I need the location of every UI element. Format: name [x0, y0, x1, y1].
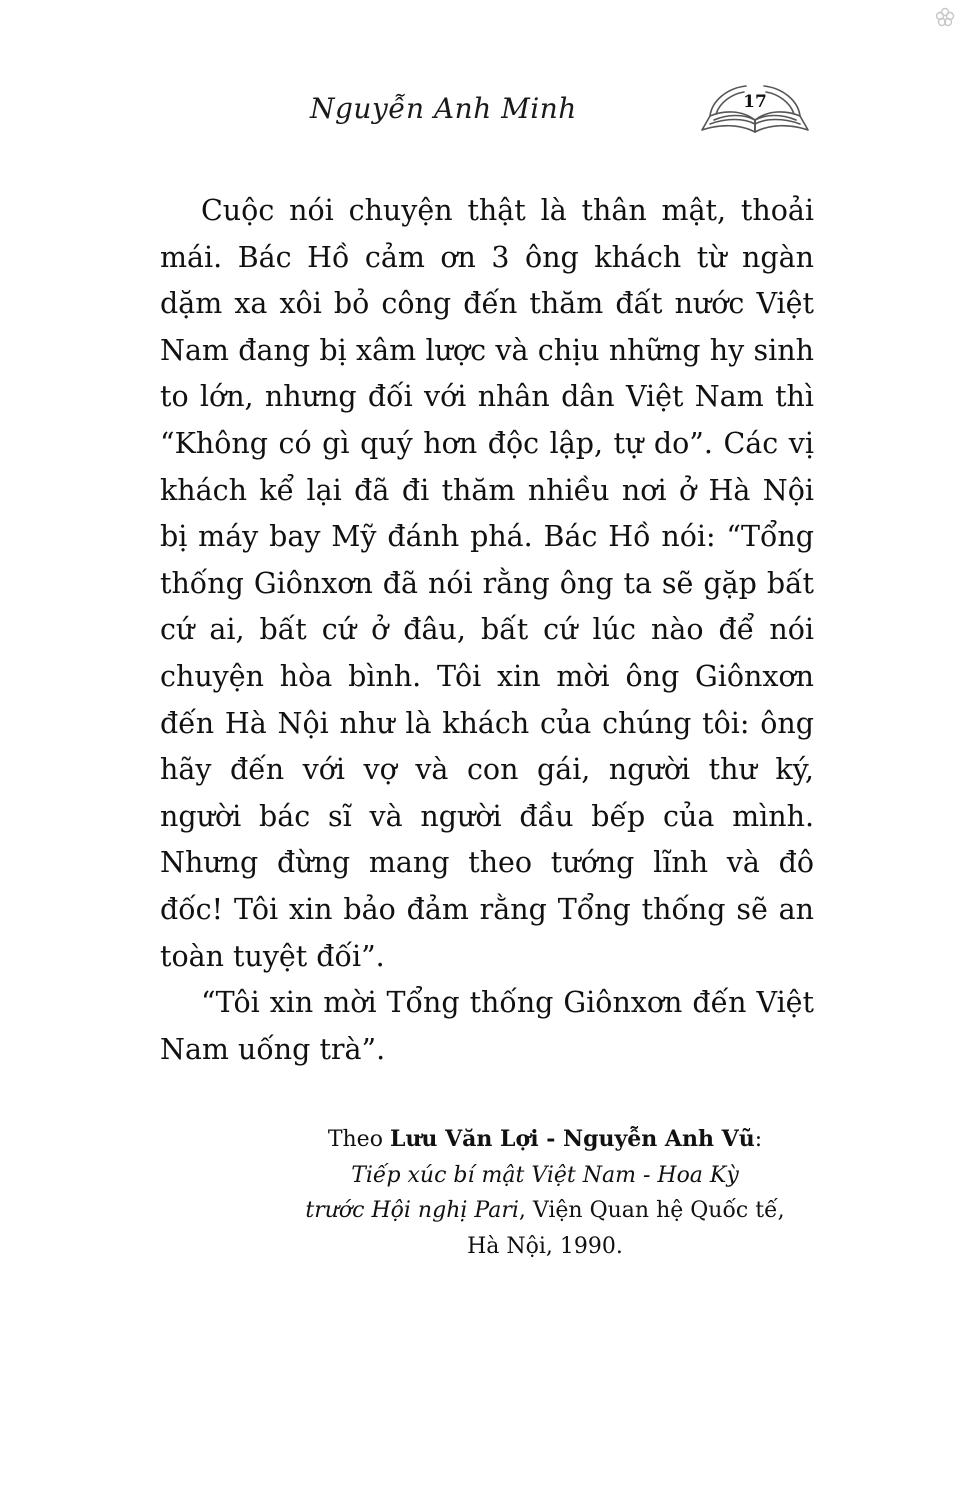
citation-prefix: Theo	[327, 1127, 390, 1152]
citation-publisher: , Viện Quan hệ Quốc tế,	[518, 1198, 785, 1223]
citation-line-3	[250, 1193, 840, 1229]
citation-line-2	[250, 1158, 840, 1194]
page-number: 17	[743, 92, 767, 112]
page-number-badge	[698, 80, 812, 138]
running-header-author: Nguyễn Anh Minh	[310, 92, 577, 125]
flower-icon	[934, 6, 956, 28]
paragraph-2: “Tôi xin mời Tổng thống Giônxơn đến Việt Nam uống trà”.	[160, 986, 814, 1066]
citation-title-line-1: Tiếp xúc bí mật Việt Nam - Hoa Kỳ	[351, 1162, 739, 1188]
source-citation	[250, 1122, 840, 1264]
citation-line-1	[250, 1122, 840, 1158]
paragraph-1: Cuộc nói chuyện thật là thân mật, thoải mái. Bác Hồ cảm ơn 3 ông khách từ ngàn dặm xa xôi bỏ công đến thăm đất nước Việt Nam đang bị xâm lược và chịu những hy sinh to lớn, nhưng đối với nhân dân Việt Nam thì “Không có gì quý hơn độc lập, tự do”. Các vị khách kể lại đã đi thăm nhiều nơi ở Hà Nội bị máy bay Mỹ đánh phá. Bác Hồ nói: “Tổng thống Giônxơn đã nói rằng ông ta sẽ gặp bất cứ ai, bất cứ ở đâu, bất cứ lúc nào để nói chuyện hòa bình. Tôi xin mời ông Giônxơn đến Hà Nội như là khách của chúng tôi: ông hãy đến với vợ và con gái, người thư ký, người bác sĩ và người đầu bếp của mình. Nhưng đừng mang theo tướng lĩnh và đô đốc! Tôi xin bảo đảm rằng Tổng thống sẽ an toàn tuyệt đối”.	[160, 194, 814, 973]
citation-line-4	[250, 1229, 840, 1265]
citation-place-year: Hà Nội, 1990.	[467, 1233, 623, 1259]
main-text	[160, 188, 814, 1073]
citation-authors: Lưu Văn Lợi - Nguyễn Anh Vũ	[389, 1126, 755, 1152]
citation-title-line-2: trước Hội nghị Pari	[305, 1198, 519, 1223]
citation-authors-suffix: :	[754, 1127, 763, 1152]
